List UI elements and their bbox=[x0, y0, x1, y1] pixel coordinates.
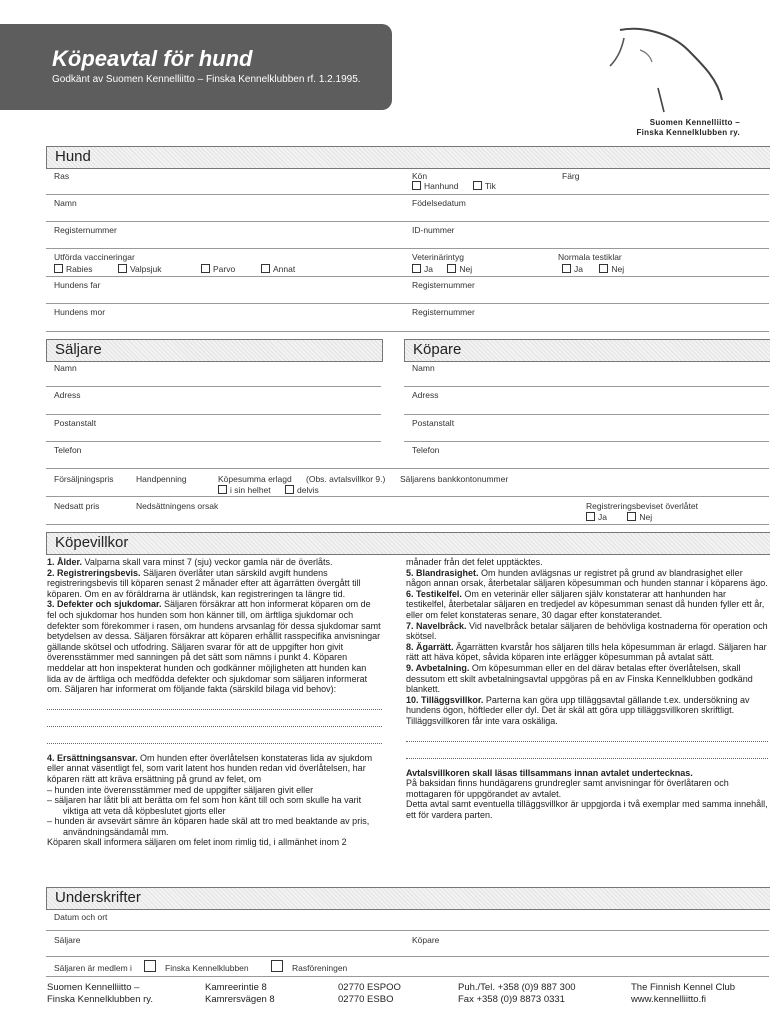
term-4: 4. Ersättningsansvar. Om hunden efter överlåtelsen konstateras lida av sjukdom eller annat väsentligt fel, som varit latent hos hunden redan vid överlåtelsen, har köparen rätt att kräva ersättning på grund av felet, om bbox=[47, 752, 373, 784]
read-note: Avtalsvillkoren skall läsas tillsammans innan avtalet undertecknas. bbox=[406, 767, 693, 778]
far-label: Hundens far bbox=[54, 280, 101, 290]
testiklar-label: Normala testiklar bbox=[558, 252, 622, 262]
vaccination-options: Rabies bbox=[54, 264, 92, 274]
testiklar-nej-checkbox[interactable] bbox=[599, 264, 608, 273]
saljare-namn-label: Namn bbox=[54, 363, 77, 373]
kopare-telefon-label: Telefon bbox=[412, 445, 440, 455]
term-2: 2. Registreringsbevis. Säljaren överlåter utan särskild avgift hundens registreringsbevis till köparen senast 2 månader efter att ägarrätten övergått till köparen. Om en av föräldrarna är utländsk, kan registreringen ta längre tid. bbox=[47, 567, 361, 599]
saljare-adress-label: Adress bbox=[54, 390, 81, 400]
namn-label: Namn bbox=[54, 198, 77, 208]
section-kopare: Köpare bbox=[404, 339, 770, 362]
medlem-label: Säljaren är medlem i bbox=[54, 963, 132, 973]
divider bbox=[46, 976, 769, 977]
veterinarintyg-nej-checkbox[interactable] bbox=[447, 264, 456, 273]
term-5: 5. Blandrasighet. Om hunden avlägsnas ur registret på grund av blandrasighet eller någon annan orsak, återbetalar säljaren köpesumman och hunden stannar i köparens ägo. bbox=[406, 567, 768, 589]
kon-label: Kön bbox=[412, 171, 428, 181]
obs-label: (Obs. avtalsvillkor 9.) bbox=[306, 474, 386, 484]
section-saljare: Säljare bbox=[46, 339, 383, 362]
divider bbox=[46, 956, 769, 957]
divider bbox=[46, 386, 381, 387]
signature-kopare-label: Köpare bbox=[412, 935, 440, 945]
vaccineringar-label: Utförda vaccineringar bbox=[54, 252, 135, 262]
divider bbox=[46, 221, 769, 222]
divider bbox=[46, 496, 769, 497]
form-subtitle: Godkänt av Suomen Kennelliitto – Finska Kennelklubben rf. 1.2.1995. bbox=[52, 74, 361, 85]
back-note: På baksidan finns hundägarens grundregler samt anvisningar för överlåtaren och mottagaren för uppgörandet av avtalet. bbox=[406, 778, 729, 799]
i-sin-helhet-checkbox[interactable] bbox=[218, 485, 227, 494]
fkk-label: Finska Kennelklubben bbox=[165, 963, 249, 973]
term-9: 9. Avbetalning. Om köpesumman eller en del därav betalas efter överlåtelsen, skall dessutom ett skilt avbetalningsavtal uppgöras på en av Finska Kennelklubben godkänd blankett. bbox=[406, 662, 753, 695]
footer-city: 02770 ESPOO 02770 ESBO bbox=[338, 982, 401, 1005]
rasforeningen-checkbox[interactable] bbox=[271, 960, 283, 972]
kennel-club-logo bbox=[600, 22, 730, 118]
hanhund-checkbox[interactable] bbox=[412, 181, 421, 190]
registreringsbevis-label: Registreringsbeviset överlåtet bbox=[586, 501, 698, 511]
divider bbox=[46, 303, 769, 304]
term-6: 6. Testikelfel. Om en veterinär eller säljaren själv konstaterar att hanhunden har testikelfel, återbetalar säljaren en tredjedel av köpesumman senast då hunden fyller ett år, eller om felet konstateras senare, 30 dagar efter konstaterandet. bbox=[406, 588, 765, 620]
fkk-checkbox[interactable] bbox=[144, 960, 156, 972]
section-kopevillkor: Köpevillkor bbox=[46, 532, 770, 555]
section-underskrifter: Underskrifter bbox=[46, 887, 770, 910]
testiklar-ja-checkbox[interactable] bbox=[562, 264, 571, 273]
header-banner bbox=[0, 24, 392, 110]
terms-left-column: 1. Ålder. Valparna skall vara minst 7 (sju) veckor gamla när de överlåts. 2. Registreringsbevis. Säljaren överlåter utan särskild avgift hundens registreringsbevis till köparen senast 2 månader efter att ägarrätten övergått till köparen. Om en av föräldrarna är utländsk, kan registreringen ta längre tid. 3. Defekter och sjukdomar. Säljaren försäkrar att hon informerat köparen om de fel och sjukdomar hos hunden som hon känner till, om ärftliga sjukdomar och defekter som förekommer i rasen, om hundens arvsanlag för dessa sjukdomar samt betydelsen av dessa. Säljaren försäkrar att köparen erhållit rasspecifika anvisningar gällande skötsel och utfodring. Säljaren svarar för att de uppgifter hon givit överensstämmer med sanningen på det sätt som nämns i punkt 4. Köparen meddelar att hon inspekterat hunden och godkänner möjligheten att hunden kan lida av de ärftliga och medfödda defekter och sjukdomar som säljaren informerat om. Säljaren har informerat om följande fakta (särskild bilaga vid behov): 4. Ersättningsansvar. Om hunden efter överlåtelsen konstateras lida av sjukdom eller annat väsentligt fel, som varit latent hos hunden redan vid överlåtelsen, har köparen rätt att kräva ersättning på grund av felet, om – hunden inte överensstämmer med de uppgifter säljaren givit eller – säljaren har låtit bli att berätta om fel som hon känt till och som skulle ha varit viktiga att veta då köpbeslutet gjorts eller – hunden är avsevärt sämre än köparen hade skäl att tro med beaktande av pris, användningsändamål mm. Köparen skall informera säljaren om felet inom rimlig tid, i allmänhet inom 2 bbox=[47, 557, 381, 848]
footer-website-link[interactable]: www.kennelliitto.fi bbox=[631, 994, 706, 1005]
divider bbox=[46, 524, 769, 525]
forsaljningspris-label: Försäljningspris bbox=[54, 474, 114, 484]
nedsatt-pris-label: Nedsatt pris bbox=[54, 501, 100, 511]
divider bbox=[46, 930, 769, 931]
footer-phone: Puh./Tel. +358 (0)9 887 300 Fax +358 (0)9 8873 0331 bbox=[458, 982, 576, 1005]
mor-reg-label: Registernummer bbox=[412, 307, 475, 317]
divider bbox=[404, 441, 769, 442]
divider bbox=[46, 331, 769, 332]
parvo-checkbox[interactable] bbox=[201, 264, 210, 273]
kopare-postanstalt-label: Postanstalt bbox=[412, 418, 455, 428]
kopare-adress-label: Adress bbox=[412, 390, 439, 400]
kopesumma-label: Köpesumma erlagd bbox=[218, 474, 292, 484]
rasforeningen-label: Rasföreningen bbox=[292, 963, 348, 973]
saljare-postanstalt-label: Postanstalt bbox=[54, 418, 97, 428]
term-10: 10. Tilläggsvillkor. Parterna kan göra upp tilläggsavtal gällande t.ex. undersökning av hundens ögon, höftleder eller dyl. Det är skäl att göra upp tilläggsvillkoren skriftligt. Tilläggsvillkoren får inte vara oskäliga. bbox=[406, 694, 750, 726]
veterinarintyg-label: Veterinärintyg bbox=[412, 252, 464, 262]
divider bbox=[46, 276, 769, 277]
divider bbox=[404, 386, 769, 387]
divider bbox=[46, 194, 769, 195]
registreringsbevis-ja-checkbox[interactable] bbox=[586, 512, 595, 521]
divider bbox=[404, 414, 769, 415]
term-8: 8. Ägarrätt. Ägarrätten kvarstår hos säljaren tills hela köpesumman är erlagd. Säljaren har rätt att häva köpet, såvida köparen inte erlägger köpesumman på avtalat sätt. bbox=[406, 641, 767, 663]
fodelsedatum-label: Födelsedatum bbox=[412, 198, 466, 208]
kon-options: Hanhund Tik bbox=[412, 181, 496, 191]
annat-checkbox[interactable] bbox=[261, 264, 270, 273]
rabies-checkbox[interactable] bbox=[54, 264, 63, 273]
divider bbox=[46, 468, 769, 469]
footer-org: Suomen Kennelliitto – Finska Kennelklubben ry. bbox=[47, 982, 153, 1005]
terms-right-column: månader från det felet upptäcktes. 5. Blandrasighet. Om hunden avlägsnas ur registret på grund av blandrasighet eller någon annan orsak, återbetalar säljaren köpesumman och hunden stannar i köparens ägo. 6. Testikelfel. Om en veterinär eller säljaren själv konstaterar att hanhunden har testikelfel, återbetalar säljaren en tredjedel av köpesumman senast då hunden fyller ett år, eller om felet konstateras senare, 30 dagar efter konstaterandet. 7. Navelbråck. Vid navelbråck betalar säljaren de behövliga kostnaderna för operation och skötsel. 8. Ägarrätt. Ägarrätten kvarstår hos säljaren tills hela köpesumman är erlagd. Säljaren har rätt att häva köpet, såvida köparen inte erlägger köpesumman på avtalat sätt. 9. Avbetalning. Om köpesumman eller en del därav betalas efter överlåtelsen, skall dessutom ett skilt avbetalningsavtal uppgöras på en av Finska Kennelklubben godkänd blankett. 10. Tilläggsvillkor. Parterna kan göra upp tilläggsavtal gällande t.ex. undersökning av hundens ögon, höftleder eller dyl. Det är skäl att göra upp tilläggsvillkoren skriftligt. Tilläggsvillkoren får inte vara oskäliga. Avtalsvillkoren skall läsas tillsammans innan avtalet undertecknas. På baksidan finns hundägarens grundregler samt anvisningar för överlåtaren och mottagaren för uppgörandet av avtalet. Detta avtal samt eventuella tilläggsvillkor är uppgjorda i två exemplar med samma innehåll, ett för vardera parten. bbox=[406, 557, 768, 820]
kopare-namn-label: Namn bbox=[412, 363, 435, 373]
datum-label: Datum och ort bbox=[54, 912, 108, 922]
footer-club: The Finnish Kennel Club www.kennelliitto.fi bbox=[631, 982, 736, 1005]
divider bbox=[46, 248, 769, 249]
copies-note: Detta avtal samt eventuella tilläggsvillkor är uppgjorda i två exemplar med samma innehåll, ett för vardera parten. bbox=[406, 799, 768, 820]
delvis-checkbox[interactable] bbox=[285, 485, 294, 494]
mor-label: Hundens mor bbox=[54, 307, 106, 317]
registreringsbevis-nej-checkbox[interactable] bbox=[627, 512, 636, 521]
tik-checkbox[interactable] bbox=[473, 181, 482, 190]
term-3: 3. Defekter och sjukdomar. Säljaren försäkrar att hon informerat köparen om de fel och sjukdomar hos hunden som hon känner till, om ärftliga sjukdomar och defekter som förekommer i rasen, om hundens arvsanlag för dessa sjukdomar samt betydelsen av dessa. Säljaren försäkrar att köparen erhållit rasspecifika anvisningar gällande skötsel och utfodring. Säljaren svarar för att de uppgifter hon givit överensstämmer med sanningen på det sätt som nämns i punkt 4. Köparen meddelar att hon inspekterat hunden och godkänner möjligheten att hunden kan lida av de ärftliga och medfödda defekter och sjukdomar som säljaren informerat om. Säljaren har informerat om följande fakta (särskild bilaga vid behov): bbox=[47, 599, 381, 695]
term-1: 1. Ålder. Valparna skall vara minst 7 (sju) veckor gamla när de överlåts. bbox=[47, 557, 333, 567]
id-nummer-label: ID-nummer bbox=[412, 225, 455, 235]
footer-address: Kamreerintie 8 Kamrersvägen 8 bbox=[205, 982, 275, 1005]
saljare-telefon-label: Telefon bbox=[54, 445, 82, 455]
nedsattningens-orsak-label: Nedsättningens orsak bbox=[136, 501, 219, 511]
far-reg-label: Registernummer bbox=[412, 280, 475, 290]
registernummer-label: Registernummer bbox=[54, 225, 117, 235]
signature-saljare-label: Säljare bbox=[54, 935, 81, 945]
valpsjuk-checkbox[interactable] bbox=[118, 264, 127, 273]
ras-label: Ras bbox=[54, 171, 70, 181]
divider bbox=[46, 414, 381, 415]
kennel-club-logo-text: Suomen Kennelliitto – Finska Kennelklubben ry. bbox=[636, 118, 740, 137]
section-hund: Hund bbox=[46, 146, 770, 169]
handpenning-label: Handpenning bbox=[136, 474, 187, 484]
form-title: Köpeavtal för hund bbox=[52, 46, 253, 71]
divider bbox=[46, 441, 381, 442]
veterinarintyg-ja-checkbox[interactable] bbox=[412, 264, 421, 273]
farg-label: Färg bbox=[562, 171, 580, 181]
term-7: 7. Navelbråck. Vid navelbråck betalar säljaren de behövliga kostnaderna för operation och skötsel. bbox=[406, 620, 768, 642]
bankkonto-label: Säljarens bankkontonummer bbox=[400, 474, 509, 484]
